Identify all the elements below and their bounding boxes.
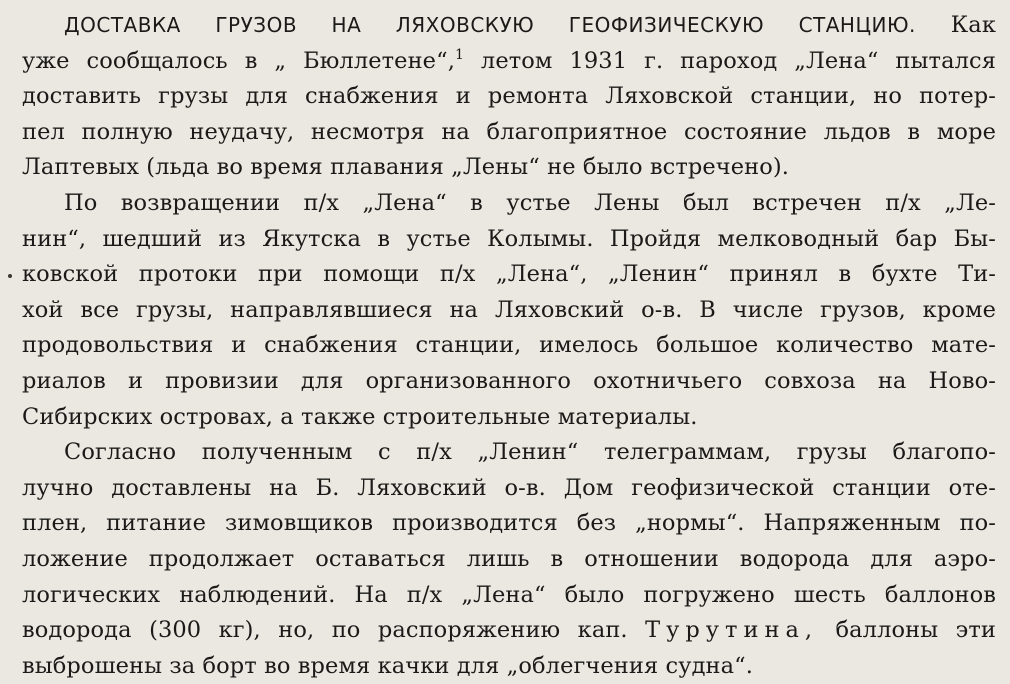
text-line-10: продовольствия и снабжения станции, имелось большое количество мате-: [22, 332, 996, 359]
text-line-17: логических наблюдений. На п/х „Лена“ было погружено шесть баллонов: [22, 581, 996, 608]
text-line-8: ковской протоки при помощи п/х „Лена“, „Ленин“ принял в бухте Ти-: [22, 261, 996, 288]
text-line-18: [22, 613, 996, 649]
footnote-marker: 1: [454, 46, 464, 63]
text-line-7: нин“, шедший из Якутска в устье Колымы. Пройдя мелководный бар Бы-: [22, 225, 996, 252]
text-line-19: выброшены за борт во время качки для „облегчения судна“.: [22, 652, 753, 679]
text-line-4: пел полную неудачу, несмотря на благоприятное состояние льдов в море: [22, 118, 996, 145]
article-heading: ДОСТАВКА ГРУЗОВ НА ЛЯХОВСКУЮ ГЕОФИЗИЧЕСКУЮ СТАНЦИЮ.: [64, 13, 916, 37]
text-line-3: доставить грузы для снабжения и ремонта Ляховской станции, но потер-: [22, 83, 996, 110]
text-fragment: летом 1931 г. пароход „Лена“ пытался: [480, 47, 996, 74]
text-line-9: хой все грузы, направлявшиеся на Ляховский о-в. В числе грузов, кроме: [22, 296, 996, 323]
print-speck: [8, 274, 12, 278]
text-line-2: [22, 44, 996, 80]
text-line-6: По возвращении п/х „Лена“ в устье Лены был встречен п/х „Ле-: [64, 189, 996, 216]
text-line-13: Согласно полученным с п/х „Ленин“ телеграммам, грузы благопо-: [64, 439, 996, 466]
text-line-12: Сибирских островах, а также строительные материалы.: [22, 403, 698, 430]
text-line-1: [22, 8, 996, 44]
text-fragment: уже сообщалось в „ Бюллетене“,: [22, 47, 455, 74]
text-fragment: водорода (300 кг), но, по распоряжению кап.: [22, 617, 628, 644]
text-line-16: ложение продолжает оставаться лишь в отношении водорода для аэро-: [22, 545, 996, 572]
text-fragment: Как: [950, 12, 996, 38]
text-line-5: Лаптевых (льда во время плавания „Лены“ не было встречено).: [22, 154, 790, 181]
text-fragment: баллоны эти: [835, 617, 996, 644]
text-line-11: риалов и провизии для организованного охотничьего совхоза на Ново-: [22, 367, 996, 394]
captain-name: Турутина,: [645, 617, 819, 644]
text-line-15: плен, питание зимовщиков производится без „нормы“. Напряженным по-: [22, 510, 996, 537]
text-line-14: лучно доставлены на Б. Ляховский о-в. Дом геофизической станции оте-: [22, 474, 996, 501]
